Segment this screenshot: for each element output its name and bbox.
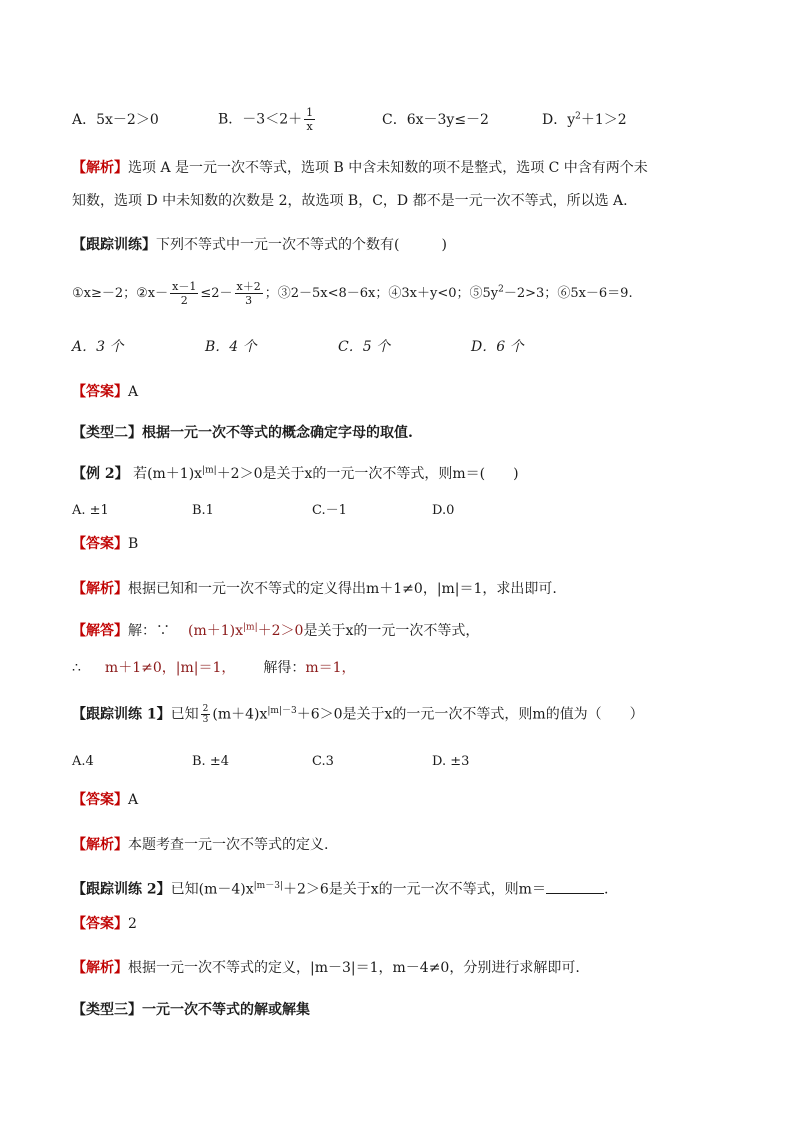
option-a: A. ±1 xyxy=(72,503,109,518)
ex2-options xyxy=(72,499,734,518)
option-a: A．3 个 xyxy=(72,339,124,355)
answer-value: 2 xyxy=(128,916,137,932)
ex2-analysis xyxy=(72,578,734,598)
q1-analysis-line1 xyxy=(72,157,734,177)
analysis-text: 本题考查一元一次不等式的定义. xyxy=(128,837,329,853)
option-d: D.0 xyxy=(432,503,455,518)
answer-tag: 【答案】 xyxy=(72,792,128,808)
option-b: B.1 xyxy=(192,503,214,518)
answer-value: A xyxy=(128,384,139,400)
track0-options xyxy=(72,336,734,356)
track-tag: 【跟踪训练 1】 xyxy=(72,706,171,723)
track2-analysis xyxy=(72,957,734,977)
type2-heading: 【类型二】根据一元一次不等式的概念确定字母的取值. xyxy=(72,425,413,441)
analysis-tag: 【解析】 xyxy=(72,581,128,597)
fraction: $\frac{x+2}{3}$ xyxy=(236,280,261,307)
fraction: $\frac{2}{3}$ xyxy=(202,704,209,726)
q1-option-a: A．5x－2＞0 xyxy=(72,111,159,128)
analysis-tag: 【解析】 xyxy=(72,837,128,853)
track-tag: 【跟踪训练 2】 xyxy=(72,881,171,898)
option-b: B. ±4 xyxy=(192,754,229,769)
option-c: C.－1 xyxy=(312,503,347,518)
option-d: D．6 个 xyxy=(471,339,524,355)
analysis-text: 根据一元一次不等式的定义，|m－3|＝1，m－4≠0，分别进行求解即可. xyxy=(128,960,580,976)
q1-option-b: B．－3＜2＋ $\frac{1}{x}$ xyxy=(218,106,314,133)
answer-tag: 【答案】 xyxy=(72,536,128,552)
fraction: $\frac{x-1}{2}$ xyxy=(172,280,197,307)
answer-tag: 【答案】 xyxy=(72,916,128,932)
track0-answer xyxy=(72,381,734,401)
ex2-question: 【例 2】 若$(m+1)x^{|m|}+2>0$是关于x的一元一次不等式，则m＝( ) xyxy=(72,465,519,482)
q1-analysis-line2 xyxy=(72,190,734,210)
track1-options xyxy=(72,754,734,769)
option-a: A.4 xyxy=(72,754,94,769)
analysis-text: 根据已知和一元一次不等式的定义得出m＋1≠0，|m|＝1，求出即可. xyxy=(128,581,557,597)
track0-items: ①x≥－2；②x－ $\frac{x-1}{2}$ ≤2－ $\frac{x+2}{3}$ ；③2－5x<8－6x；④3x＋y<0；$⑤5y^2-2>3$；⑥5x－6＝9. xyxy=(72,280,633,307)
answer-value: A xyxy=(128,792,139,808)
type3-heading: 【类型三】一元一次不等式的解或解集 xyxy=(72,1002,310,1018)
solution-tag: 【解答】 xyxy=(72,623,128,639)
analysis-text: 知数，选项 D 中未知数的次数是 2，故选项 B，C，D 都不是一元一次不等式，所以选 A. xyxy=(72,193,628,209)
q1-options xyxy=(72,106,734,133)
option-b: B．4 个 xyxy=(205,339,257,355)
ex2-solution-line2: ∴ m＋1≠0，|m|＝1， 解得：m＝1， xyxy=(72,660,356,676)
option-c: C.3 xyxy=(312,754,334,769)
track-text: 下列不等式中一元一次不等式的个数有( ) xyxy=(156,237,447,253)
track2-answer xyxy=(72,913,734,933)
answer-blank xyxy=(546,881,604,894)
analysis-text: 选项 A 是一元一次不等式，选项 B 中含未知数的项不是整式，选项 C 中含有两个未 xyxy=(128,160,648,176)
ex2-answer xyxy=(72,533,734,553)
ex2-solution-line1: 【解答】解：∵ $(m+1)x^{|m|}+2>0$是关于x的一元一次不等式， xyxy=(72,622,480,639)
track1-analysis xyxy=(72,834,734,854)
option-d: D. ±3 xyxy=(432,754,470,769)
track1-answer xyxy=(72,789,734,809)
track0-question xyxy=(72,234,734,254)
q1-option-d: D．$y^2+1>2$ xyxy=(542,110,627,128)
analysis-tag: 【解析】 xyxy=(72,960,128,976)
answer-value: B xyxy=(128,536,139,552)
fraction: $\frac{1}{x}$ xyxy=(306,106,314,133)
q1-option-c: C．6x－3y≤－2 xyxy=(382,111,489,128)
option-c: C．5 个 xyxy=(338,339,391,355)
track2-question: 【跟踪训练 2】已知$(m-4)x^{|m-3|}+2>6$是关于x的一元一次不等式，则m＝ . xyxy=(72,881,609,898)
example-tag: 【例 2】 xyxy=(72,466,129,482)
answer-tag: 【答案】 xyxy=(72,384,128,400)
track1-question: 【跟踪训练 1】已知 $\frac{2}{3}$ $(m+4)x^{|m|-3}+6>0$是关于x的一元一次不等式，则m的值为（ ） xyxy=(72,704,644,726)
track-tag: 【跟踪训练】 xyxy=(72,237,156,253)
analysis-tag: 【解析】 xyxy=(72,160,128,176)
